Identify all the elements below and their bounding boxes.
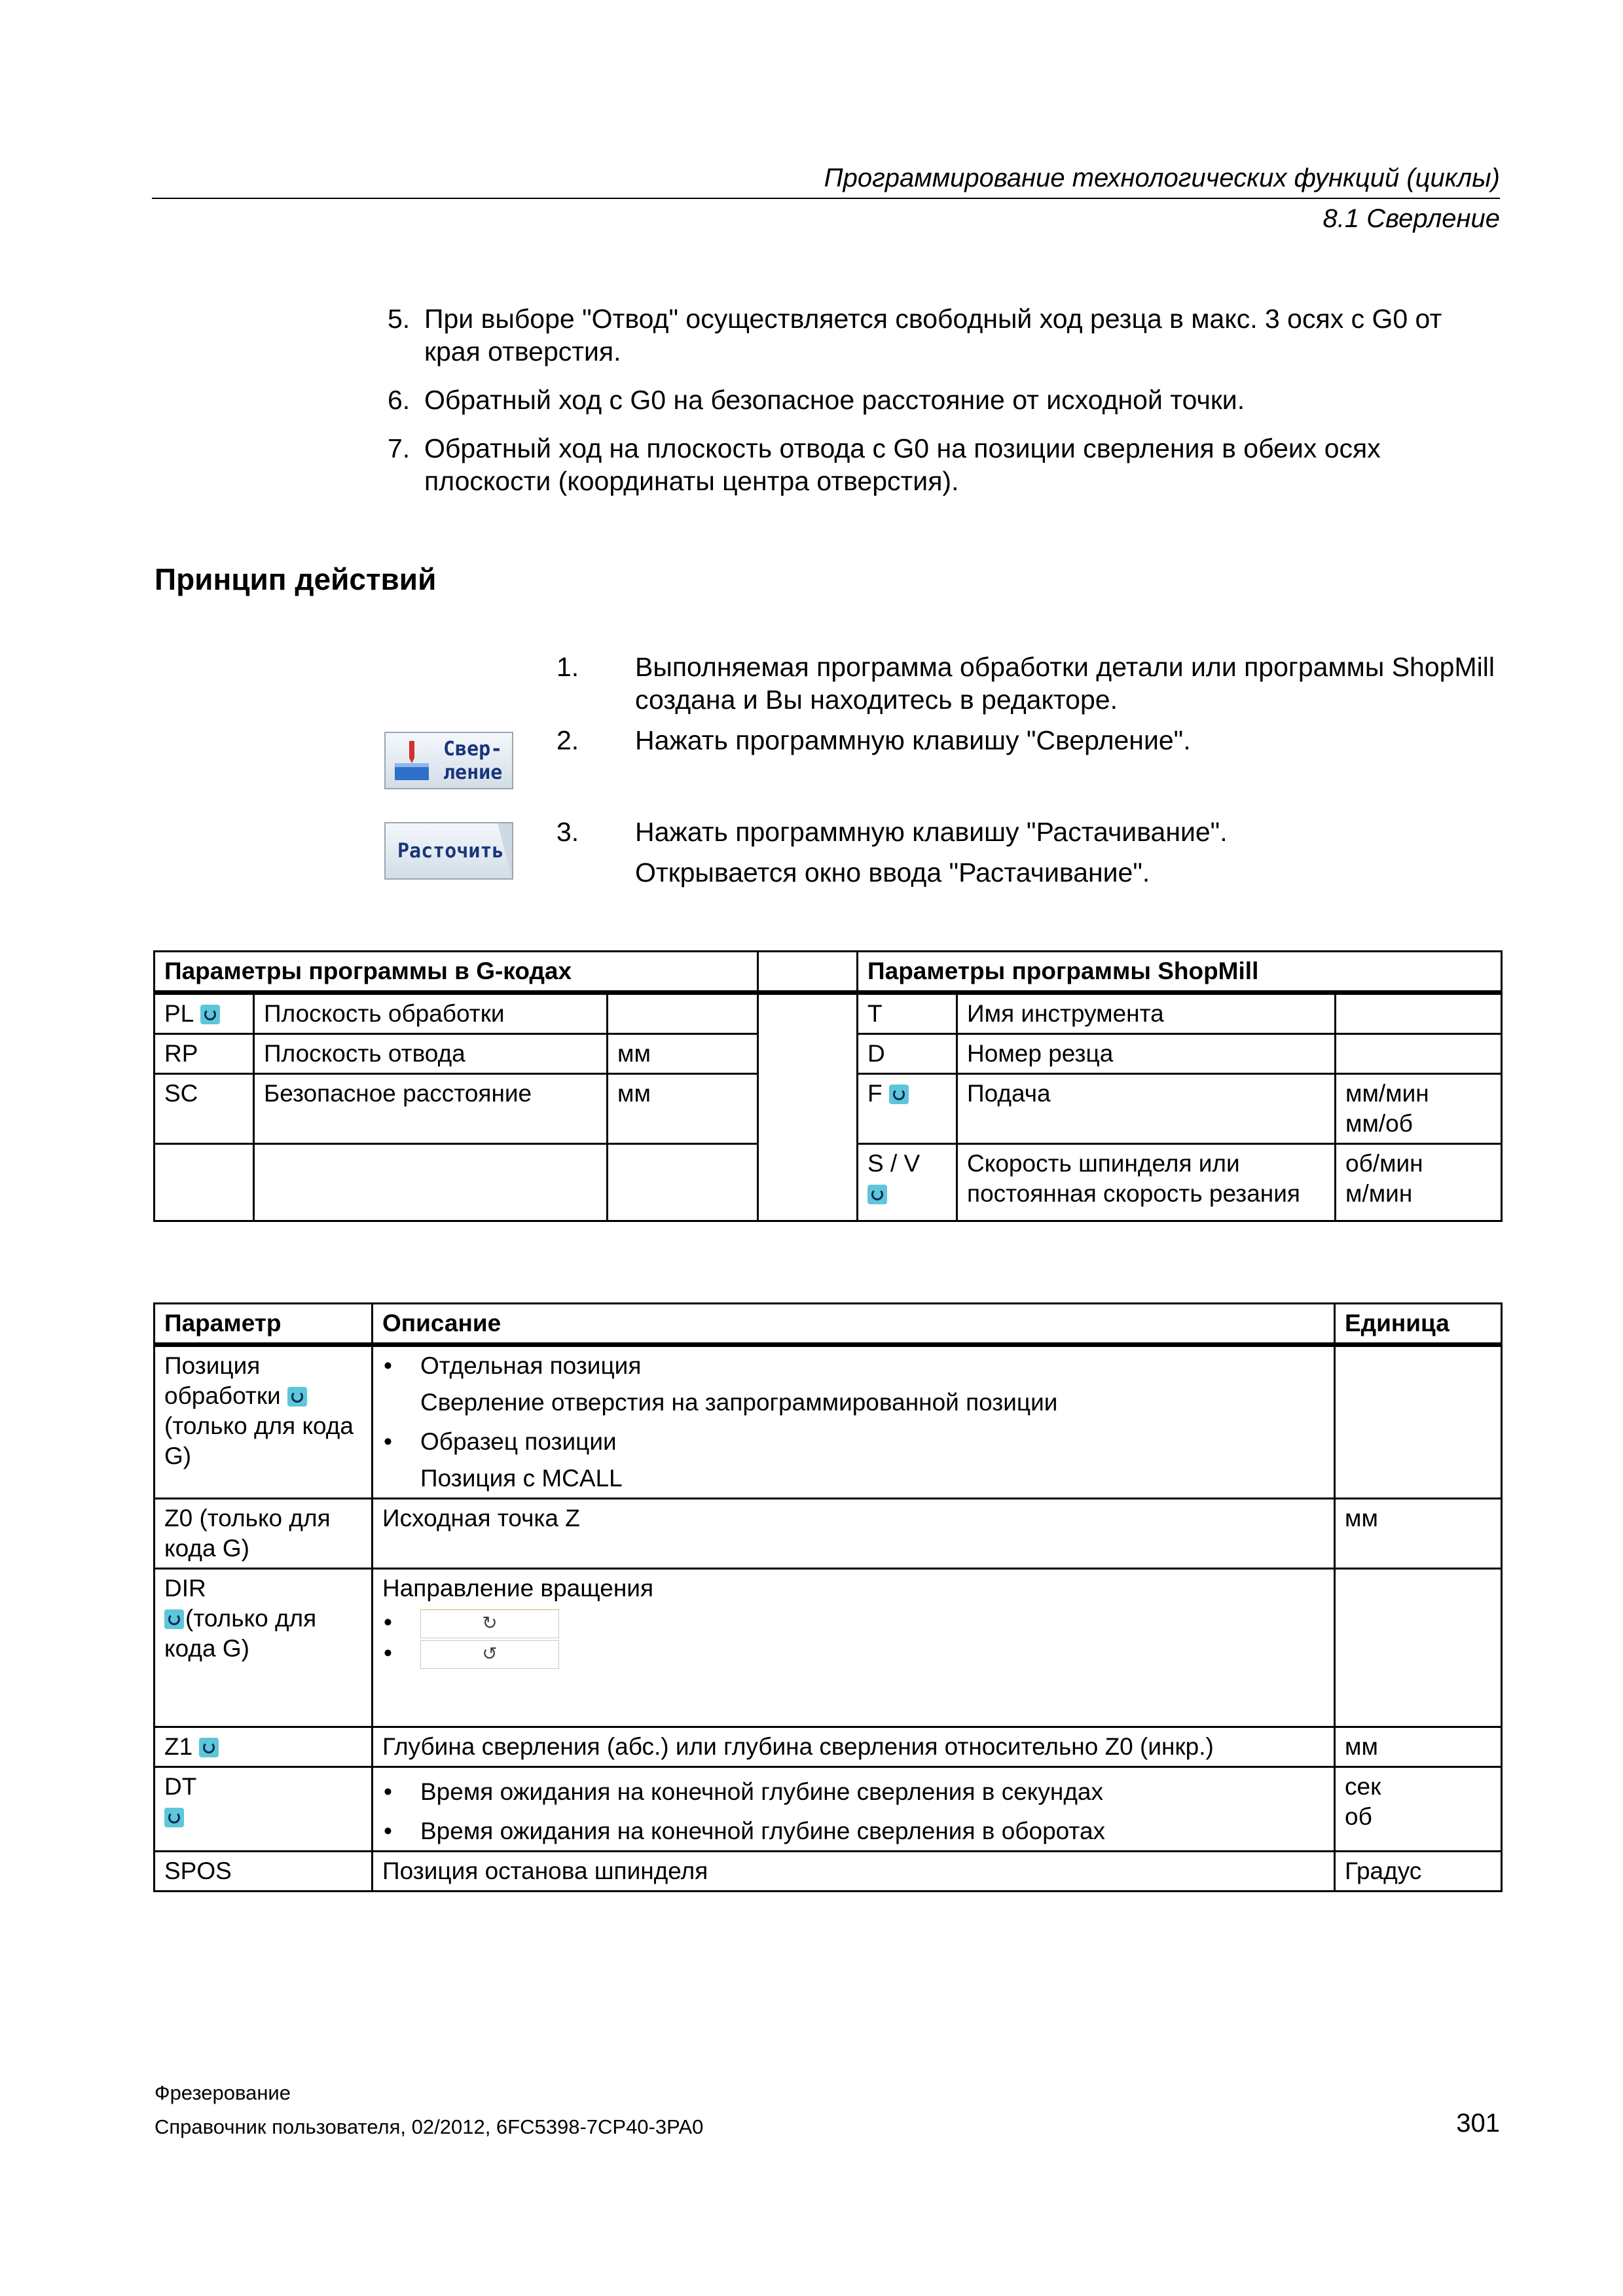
table-header-row [155,1304,1502,1345]
param-unit: об [1345,1803,1372,1830]
param-note: (только для кода G) [164,1605,317,1662]
boring-softkey[interactable] [384,822,513,880]
drilling-softkey[interactable] [384,732,513,789]
step-number: 3. [556,817,579,847]
step-text: При выборе "Отвод" осуществляется свободный ход резца в макс. 3 осях с G0 от края отверстия. [424,304,1442,367]
separator-cell [758,993,858,1221]
intro-step [388,432,1501,497]
param-cell [155,993,254,1034]
param-unit: мм/об [1345,1110,1413,1137]
param-desc [373,1569,1335,1727]
param-desc: Исходная точка Z [373,1499,1335,1569]
table-row [155,1852,1502,1892]
softkey-corner-icon [498,823,512,878]
param-name: T [858,993,957,1034]
param-unit: мм [1335,1499,1502,1569]
param-unit [608,993,758,1034]
param-desc: Позиция останова шпинделя [373,1852,1335,1892]
param-unit: Градус [1335,1852,1502,1892]
drill-icon [392,738,431,784]
program-parameters-table [153,950,1503,1222]
param-unit: мм [1335,1727,1502,1767]
empty-cell [155,1144,254,1221]
param-cell [155,1345,373,1499]
parameter-description-table [153,1302,1503,1892]
list-item: • Отдельная позиция [382,1351,1324,1381]
empty-cell [608,1144,758,1221]
param-unit: мм/мин [1345,1080,1429,1107]
gcode-parameters-header: Параметры программы в G-кодах [155,952,758,993]
table-row [155,1499,1502,1569]
toggle-icon [889,1085,909,1104]
param-name: DT [164,1773,197,1800]
step-number: 1. [556,652,579,682]
param-unit-cell [1336,1074,1502,1144]
param-name: RP [155,1034,254,1074]
param-desc: Подача [957,1074,1336,1144]
param-unit [1336,993,1502,1034]
toggle-icon [164,1808,184,1827]
list-item [382,1607,1324,1638]
param-note: (только для кода G) [164,1412,354,1469]
param-unit: мм [608,1034,758,1074]
toggle-icon [867,1185,887,1204]
section-heading: Принцип действий [155,562,437,596]
shopmill-parameters-header: Параметры программы ShopMill [858,952,1502,993]
param-unit: мм [608,1074,758,1144]
param-unit-cell [1336,1144,1502,1221]
table-header-row [155,952,1502,993]
list-item: • Время ожидания на конечной глубине сверления в секундах [382,1777,1324,1807]
running-header-section: 8.1 Сверление [1322,204,1500,233]
param-unit [1335,1345,1502,1499]
param-desc: Глубина сверления (абс.) или глубина сверления относительно Z0 (инкр.) [373,1727,1335,1767]
procedure-step [556,651,1539,716]
param-cell [858,1144,957,1221]
softkey-label-line2: ление [443,761,503,784]
page-number: 301 [1456,2109,1500,2138]
table-row [155,993,1502,1034]
rotation-right-icon: ↻ [420,1609,559,1638]
empty-cell [254,1144,608,1221]
param-unit: об/мин [1345,1150,1423,1177]
option-detail: Сверление отверстия на запрограммированной позиции [420,1389,1058,1416]
list-item [382,1638,1324,1669]
footer-chapter: Фрезерование [155,2081,291,2104]
param-desc: Скорость шпинделя или постоянная скорость резания [957,1144,1336,1221]
option-list [382,1777,1324,1846]
intro-step [388,384,1501,416]
param-desc [373,1767,1335,1852]
param-name: Z1 [164,1733,193,1760]
param-name: DIR [164,1575,206,1602]
procedure-step [556,724,1539,757]
param-cell [155,1767,373,1852]
param-name: Позиция обработки [164,1352,281,1409]
option-detail: Позиция с MCALL [420,1465,623,1492]
param-unit [1335,1569,1502,1727]
param-desc: Плоскость отвода [254,1034,608,1074]
table-row [155,1767,1502,1852]
option-list [382,1607,1324,1669]
softkey-label: Расточить [397,840,504,863]
option-list [382,1427,1324,1457]
table-row [155,1345,1502,1499]
step-text: Выполняемая программа обработки детали или программы ShopMill создана и Вы находитесь в редакторе. [635,652,1495,715]
param-cell [155,1569,373,1727]
intro-step [388,302,1501,368]
softkey-label-line1: Свер- [443,738,503,761]
param-name: D [858,1034,957,1074]
step-text: Обратный ход с G0 на безопасное расстояние от исходной точки. [424,385,1245,415]
step-number: 5. [388,304,410,334]
param-name: F [867,1080,883,1107]
step-number: 6. [388,385,410,415]
param-cell [858,1074,957,1144]
param-unit: сек [1345,1773,1381,1800]
toggle-icon [200,1005,220,1024]
header-rule [152,198,1500,199]
param-name: PL [164,1000,194,1027]
param-desc: Имя инструмента [957,993,1336,1034]
step-result [556,856,1539,889]
step-number: 7. [388,433,410,463]
param-unit-cell [1335,1767,1502,1852]
separator-cell [758,952,858,993]
list-item: • Образец позиции [382,1427,1324,1457]
list-item: • Время ожидания на конечной глубине сверления в оборотах [382,1816,1324,1846]
column-header-description: Описание [373,1304,1335,1345]
param-desc [373,1345,1335,1499]
toggle-icon [287,1387,307,1407]
footer-manual-info: Справочник пользователя, 02/2012, 6FC5398-7CP40-3PA0 [155,2115,704,2138]
param-desc: Номер резца [957,1034,1336,1074]
param-name: SC [155,1074,254,1144]
table-row [155,1727,1502,1767]
procedure-step [556,816,1539,848]
param-unit [1336,1034,1502,1074]
step-text: Нажать программную клавишу "Растачивание". [635,817,1228,847]
param-unit: м/мин [1345,1180,1413,1207]
param-desc: Безопасное расстояние [254,1074,608,1144]
column-header-unit: Единица [1335,1304,1502,1345]
param-cell [155,1727,373,1767]
param-desc: Плоскость обработки [254,993,608,1034]
toggle-icon [164,1609,184,1629]
param-name: SPOS [155,1852,373,1892]
step-text: Обратный ход на плоскость отвода с G0 на позиции сверления в обеих осях плоскости (координаты центра отверстия). [424,433,1381,496]
param-desc-text: Направление вращения [382,1575,653,1602]
table-row [155,1569,1502,1727]
step-number: 2. [556,725,579,755]
option-list [382,1351,1324,1381]
param-name: S / V [867,1150,921,1177]
step-text: Нажать программную клавишу "Сверление". [635,725,1191,755]
param-name: Z0 (только для кода G) [155,1499,373,1569]
rotation-left-icon: ↺ [420,1640,559,1669]
step-result-text: Открывается окно ввода "Растачивание". [635,857,1150,888]
toggle-icon [199,1738,219,1757]
column-header-parameter: Параметр [155,1304,373,1345]
running-header-chapter: Программирование технологических функций (циклы) [824,164,1500,192]
